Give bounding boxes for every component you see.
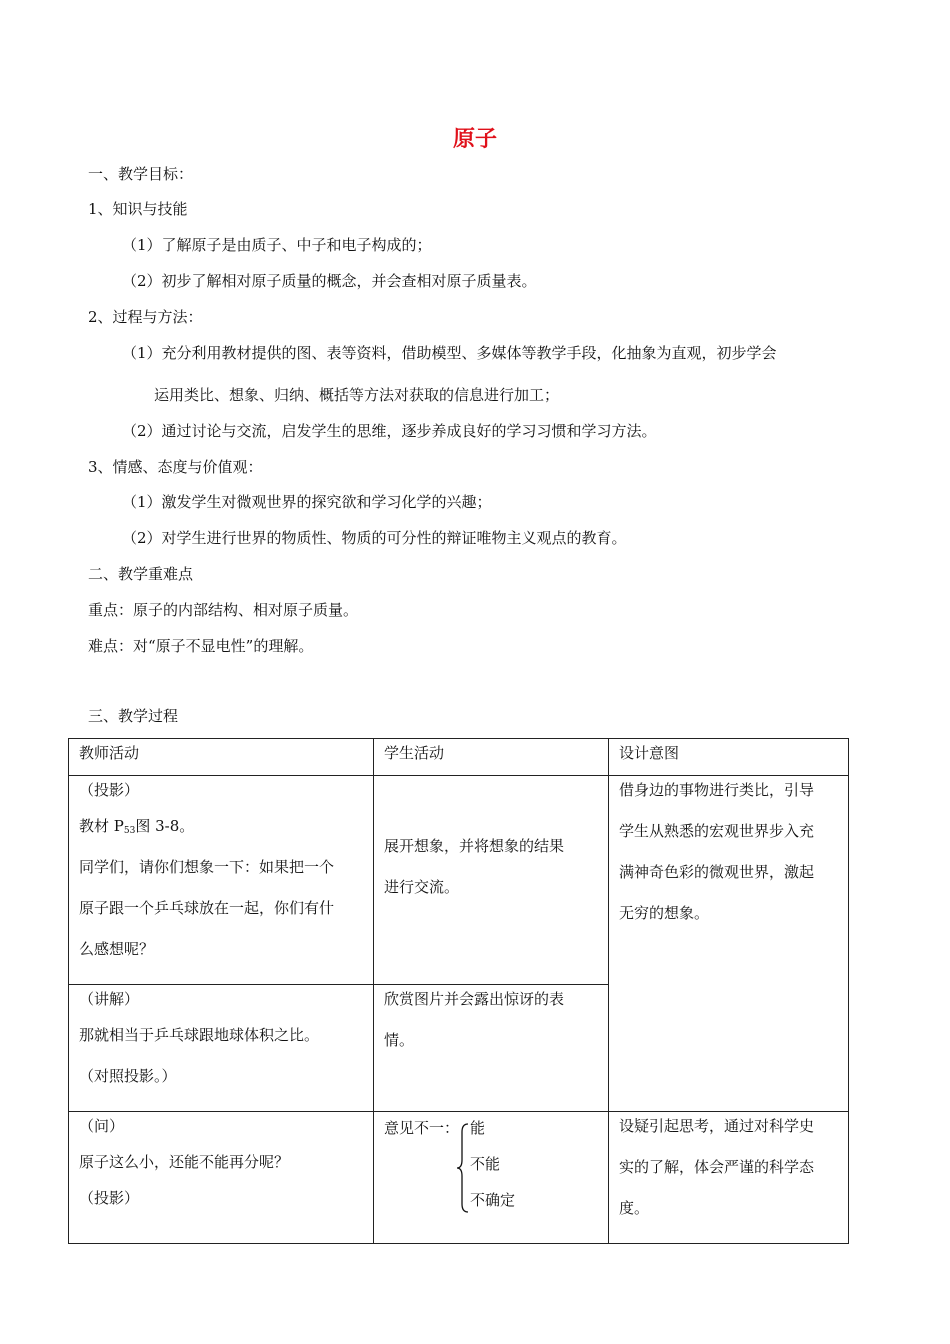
table-row [69, 776, 849, 985]
curly-brace-icon [456, 1122, 470, 1214]
cell-line: 原子跟一个乒乓球放在一起，你们有什 [79, 899, 335, 917]
cell-line: 么感想呢？ [79, 940, 155, 958]
table-row [69, 1112, 849, 1244]
header-student: 学生活动 [374, 739, 609, 776]
emotion-item: （2）对学生进行世界的物质性、物质的可分性的辩证唯物主义观点的教育。 [122, 529, 627, 547]
cell-line: （对照投影。） [79, 1067, 177, 1085]
teaching-process-table [68, 738, 849, 1244]
knowledge-item: （2）初步了解相对原子质量的概念，并会查相对原子质量表。 [122, 272, 537, 290]
procedure-heading: 三、教学过程 [88, 707, 179, 725]
cell-line: （投影） [79, 781, 140, 799]
key-point: 重点：原子的内部结构、相对原子质量。 [88, 601, 359, 619]
header-intent: 设计意图 [609, 739, 849, 776]
opinion-option: 不确定 [470, 1191, 516, 1209]
process-item-line: （1）充分利用教材提供的图、表等资料，借助模型、多媒体等教学手段，化抽象为直观，初步学会 [122, 344, 777, 362]
cell-line: 同学们，请你们想象一下：如果把一个 [79, 858, 335, 876]
teacher-cell [69, 1112, 374, 1244]
student-cell [374, 985, 609, 1112]
cell-line: 原子这么小，还能不能再分呢？ [79, 1153, 290, 1171]
student-cell [374, 776, 609, 985]
teacher-cell [69, 776, 374, 985]
process-heading: 2、过程与方法： [88, 308, 203, 326]
cell-line: 无穷的想象。 [619, 904, 710, 922]
key-heading: 二、教学重难点 [88, 565, 194, 583]
emotion-heading: 3、情感、态度与价值观： [88, 458, 263, 476]
figure-ref: 图 3-8。 [135, 817, 195, 835]
cell-line: 情。 [384, 1031, 415, 1049]
opinion-group [384, 1116, 598, 1226]
document-title: 原子 [452, 127, 497, 152]
cell-line: （投影） [79, 1189, 140, 1207]
cell-line: （问） [79, 1117, 125, 1135]
process-item-line: 运用类比、想象、归纳、概括等方法对获取的信息进行加工； [154, 386, 560, 404]
cell-line: 进行交流。 [384, 878, 460, 896]
cell-line: 度。 [619, 1199, 650, 1217]
knowledge-heading: 1、知识与技能 [88, 200, 188, 218]
student-cell [374, 1112, 609, 1244]
cell-line: 展开想象，并将想象的结果 [384, 837, 565, 855]
header-teacher: 教师活动 [69, 739, 374, 776]
table-header-row [69, 739, 849, 776]
cell-line: 学生从熟悉的宏观世界步入充 [619, 822, 815, 840]
opinion-option: 不能 [470, 1155, 501, 1173]
cell-line: 欣赏图片并会露出惊讶的表 [384, 990, 565, 1008]
cell-line: 满神奇色彩的微观世界，激起 [619, 863, 815, 881]
intent-cell [609, 776, 849, 1112]
cell-line: 借身边的事物进行类比，引导 [619, 781, 815, 799]
page-subscript: 53 [123, 826, 136, 836]
process-item: （2）通过讨论与交流，启发学生的思维，逐步养成良好的学习习惯和学习方法。 [122, 422, 657, 440]
cell-line: （讲解） [79, 990, 140, 1008]
opinion-lead: 意见不一： [384, 1119, 460, 1137]
intent-cell [609, 1112, 849, 1244]
cell-line: 实的了解，体会严谨的科学态 [619, 1158, 815, 1176]
objectives-heading: 一、教学目标： [88, 165, 194, 183]
opinion-option: 能 [470, 1119, 486, 1137]
cell-line [79, 816, 363, 857]
difficult-point: 难点：对“原子不显电性”的理解。 [88, 637, 314, 655]
cell-line: 那就相当于乒乓球跟地球体积之比。 [79, 1026, 320, 1044]
cell-line: 设疑引起思考，通过对科学史 [619, 1117, 815, 1135]
knowledge-item: （1）了解原子是由质子、中子和电子构成的； [122, 236, 432, 254]
emotion-item: （1）激发学生对微观世界的探究欲和学习化学的兴趣； [122, 493, 492, 511]
textbook-ref: 教材 P [79, 817, 124, 835]
teacher-cell [69, 985, 374, 1112]
